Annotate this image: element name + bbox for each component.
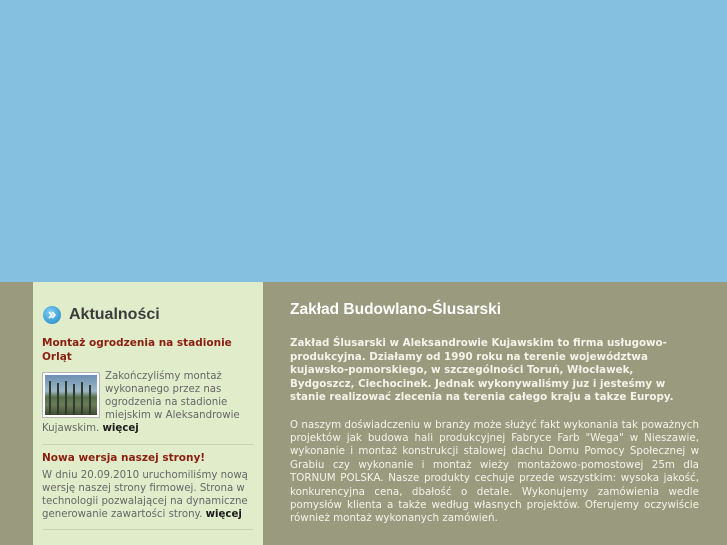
news-divider xyxy=(42,444,254,445)
news-item-body xyxy=(42,469,254,521)
news-item-text: W dniu 20.09.2010 uruchomiliśmy nową wersję naszej strony firmowej. Strona w technologii pozwalającej na dynamiczne generowanie zawartości strony. xyxy=(42,470,248,520)
read-more-link[interactable]: więcej xyxy=(205,509,242,520)
news-thumbnail[interactable] xyxy=(42,372,100,418)
stadium-fence-image xyxy=(45,375,97,415)
news-sidebar xyxy=(33,282,263,545)
news-item xyxy=(42,336,254,435)
intro-paragraph: Zakład Ślusarski w Aleksandrowie Kujawskim to firma usługowo-produkcyjna. Działamy od 1990 roku na terenie województwa kujawsko-pomorskiego, w szczególności Toruń, Włocławek, Bydgoszcz, Ciechocinek. Jednak wykonywaliśmy juz i jesteśmy w stanie realizować zlecenia na terenia całego kraju a takze Europy. xyxy=(290,337,674,403)
news-header xyxy=(43,306,160,324)
arrow-right-circle-icon xyxy=(43,306,61,324)
news-item-body xyxy=(42,370,254,435)
news-item-title[interactable]: Montaż ogrodzenia na stadionie Orląt xyxy=(42,337,232,363)
read-more-link[interactable]: więcej xyxy=(102,423,139,434)
body-paragraph: O naszym doświadczeniu w branży może służyć fakt wykonania tak poważnych projektów jak budowa hali produkcyjnej Fabryce Farb "Wega" w Nieszawie, wykonanie i montaż konstrukcji stalowej dachu Domu Pomocy Społecznej w Grabiu czy wykonanie i montaż wieży montażowo-pomostowej 25m dla TORNUM POLSKA. Nasze produkty cechuje przede wszystkim: wysoka jakość, konkurencyjna cena, dbałość o detale. Wykonujemy zamówienia wedle pomysłów klienta a także według własnych projektów. Oferujemy oczywiście również montaż wykonanych zamówień. xyxy=(290,418,699,525)
news-item-text: Zakończyliśmy montaż wykonanego przez nas ogrodzenia na stadionie miejskim w Aleksandrowie Kujawskim. xyxy=(42,371,240,434)
news-item xyxy=(42,451,254,521)
main-content xyxy=(290,300,699,526)
news-divider xyxy=(42,529,254,530)
news-heading: Aktualności xyxy=(69,306,160,323)
page-title: Zakład Budowlano-Ślusarski xyxy=(290,301,502,318)
news-item-title[interactable]: Nowa wersja naszej strony! xyxy=(42,452,206,464)
